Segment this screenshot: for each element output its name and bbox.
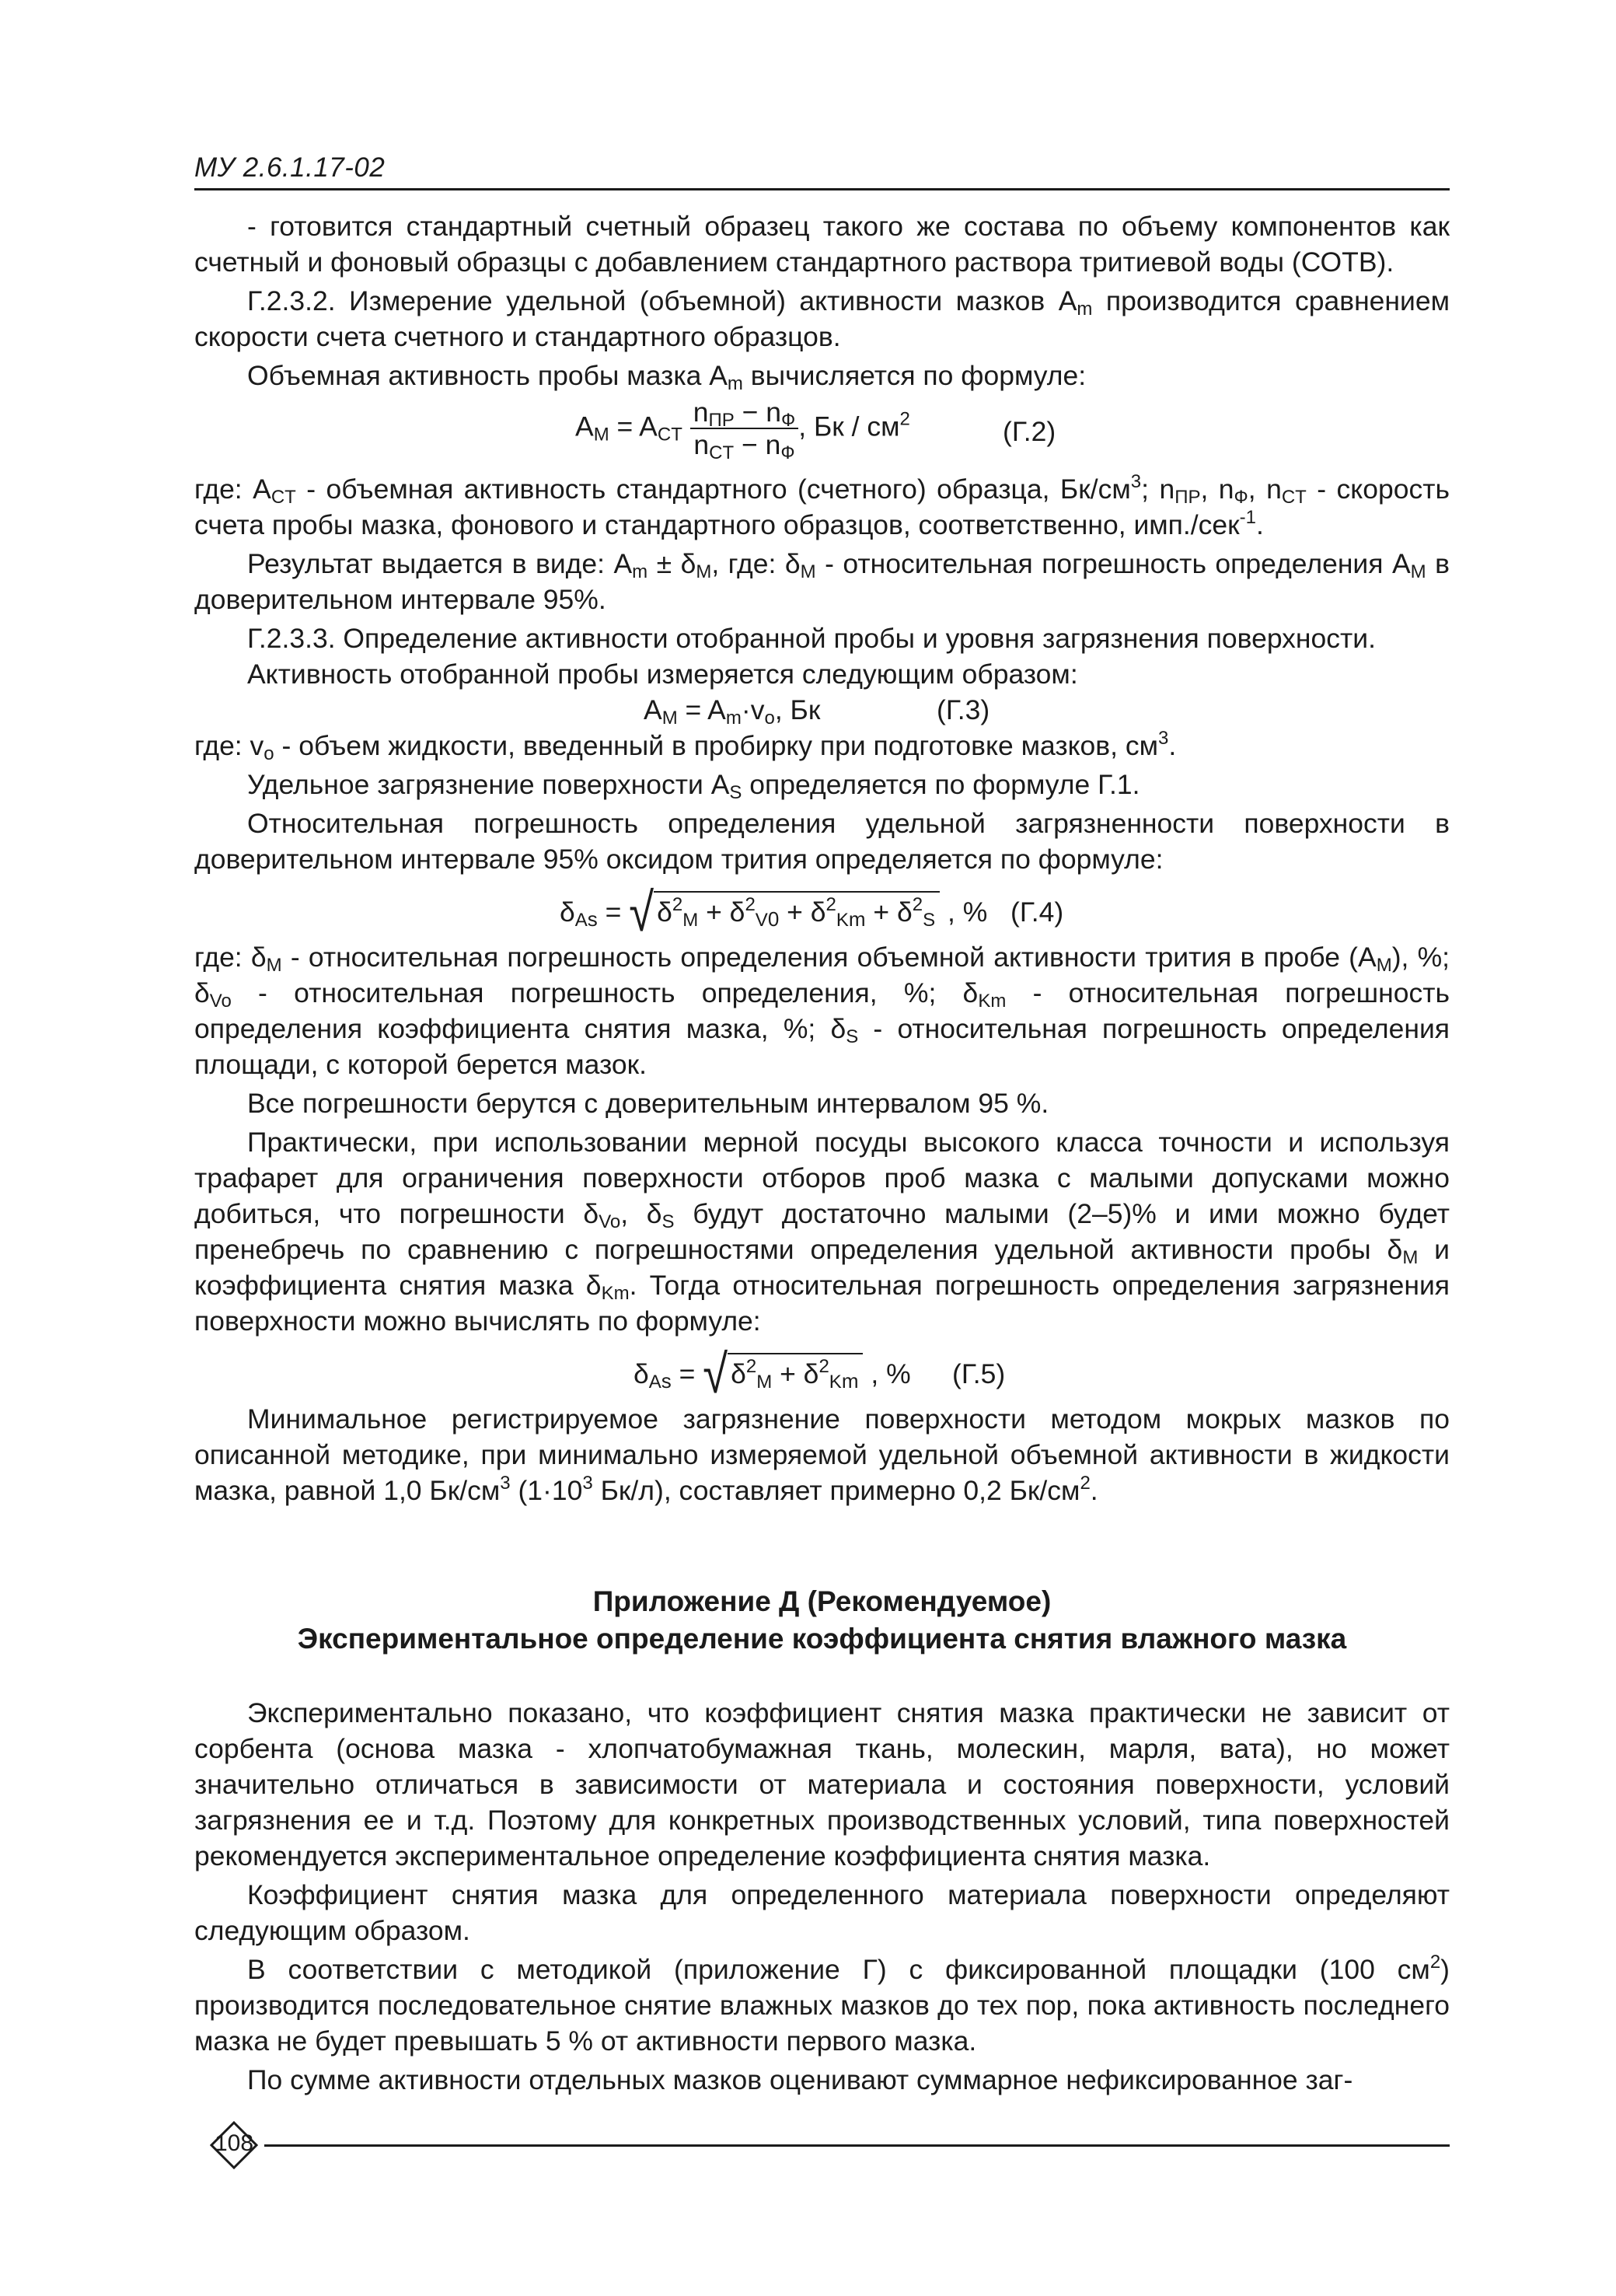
paragraph: Результат выдается в виде: $A_m \pm \delta_M$, где: $\delta_M$ - относительная погрешность определения $A_M$ в доверительном интервале 95%. [194,548,1450,615]
formula-g2 [194,393,1450,471]
paragraph: Практически, при использовании мерной посуды высокого класса точности и используя трафарет для ограничения поверхности отборов проб мазка с малыми допусками можно добиться, что погрешности $\delta_{Vo}$, $\delta_S$ будут достаточно малыми (2–5)% и ими можно будет пренебречь по сравнению с погрешностями определения удельной активности пробы $\delta_M$ и коэффициента снятия мазка $\delta_{Km}$. Тогда относительная погрешность определения загрязнения поверхности можно вычислять по формуле: [194,1127,1450,1337]
paragraph: Экспериментально показано, что коэффициент снятия мазка практически не зависит от сорбента (основа мазка - хлопчатобумажная ткань, молескин, марля, вата), но может значительно отличаться в зависимости от материала и состояния поверхности, условий загрязнения ее и т.д. Поэтому для конкретных производственных условий, типа поверхностей рекомендуется экспериментальное определение коэффициента снятия мазка. [194,1697,1450,1871]
paragraph: Активность отобранной пробы измеряется следующим образом: [247,659,1078,690]
appendix-title [194,1583,1450,1658]
page-number: 108 [214,2130,254,2156]
paragraph: где: $A_{CT}$ - объемная активность стандартного (счетного) образца, $Бк/см^3$; $n_{ПР}$, $n_Ф$, $n_{CT}$ - скорость счета пробы мазка, фонового и стандартного образцов, соответственно, имп./сек$^{-1}$. [194,471,1450,540]
formula-g5 [194,1339,1450,1405]
formula-expression: $A_M = A_m\cdot v_o$, Бк [644,694,821,729]
square-root: √ $\delta^2_M + \delta^2_{Km}$ [703,1353,863,1393]
formula-expression: $\delta_{As}$ = √ $\delta^2_M + \delta^2_{V0} + \delta^2_{Km} + \delta^2_S$ , % [560,882,988,943]
paragraph: Минимальное регистрируемое загрязнение поверхности методом мокрых мазков по описанной методике, при минимально измеряемой удельной объемной активности в жидкости мазка, равной 1,0 $Бк/см^3$ ($1\cdot 10^3$ Бк/л), составляет примерно 0,2 $Бк/см^2$. [194,1403,1450,1506]
page-body [194,208,1450,2098]
paragraph: Объемная активность пробы мазка $A_m$ вычисляется по формуле: [247,360,1087,394]
paragraph: - готовится стандартный счетный образец такого же состава по объему компонентов как счетный и фоновый образцы с добавлением стандартного раствора тритиевой воды (СОТВ). [194,211,1450,278]
paragraph: В соответствии с методикой (приложение Г) с фиксированной площадки (100 $см^2$) производится последовательное снятие влажных мазков до тех пор, пока активность последнего мазка не будет превышать 5 % от активности первого мазка. [194,1952,1450,2057]
formula-number: (Г.5) [952,1358,1006,1389]
document-code: МУ 2.6.1.17-02 [194,152,386,183]
paragraph: где: $v_o$ - объем жидкости, введенный в пробирку при подготовке мазков, $см^3$. [194,728,1177,764]
paragraph: где: $\delta_M$ - относительная погрешность определения объемной активности трития в пробе $(A_M)$, %; $\delta_{Vo}$ - относительная погрешность определения, %; $\delta_{Km}$ - относительная погрешность определения коэффициента снятия мазка, %; $\delta_S$ - относительная погрешность определения площади, с которой берется мазок. [194,942,1450,1080]
paragraph: Г.2.3.2. Измерение удельной (объемной) активности мазков $A_m$ производится сравнением скорости счета счетного и стандартного образцов. [194,285,1450,352]
paragraph: Все погрешности берутся с доверительным интервалом 95 %. [247,1088,1049,1119]
formula-g4 [194,877,1450,943]
formula-expression: $A_M = A_{CT}$ $\frac{n_{ПР} - n_Ф}{n_{CT} - n_Ф}$ , Бк / $см^2$ [575,397,910,463]
formula-number: (Г.2) [1003,416,1056,447]
paragraph: Коэффициент снятия мазка для определенного материала поверхности определяют следующим образом. [194,1879,1450,1946]
footer-rule [264,2144,1450,2147]
paragraph: По сумме активности отдельных мазков оценивают суммарное нефиксированное заг- [247,2064,1353,2095]
formula-number: (Г.4) [1010,896,1064,928]
fraction: $\frac{n_{ПР} - n_Ф}{n_{CT} - n_Ф}$ [690,397,798,460]
page-header [194,152,1450,190]
paragraph: Г.2.3.3. Определение активности отобранной пробы и уровня загрязнения поверхности. [247,623,1376,654]
square-root: √ $\delta^2_M + \delta^2_{V0} + \delta^2_{Km} + \delta^2_S$ [629,891,940,931]
appendix-title-line1: Приложение Д (Рекомендуемое) [592,1585,1052,1617]
formula-number: (Г.3) [937,694,990,725]
formula-expression: $\delta_{As}$ = √ $\delta^2_M + \delta^2_{Km}$ , % [633,1344,911,1405]
page-footer [210,2121,1450,2168]
appendix-title-line2: Экспериментальное определение коэффициента снятия влажного мазка [297,1623,1347,1655]
paragraph: Удельное загрязнение поверхности $A_S$ определяется по формуле Г.1. [247,769,1140,803]
formula-g3 [194,692,1450,728]
paragraph: Относительная погрешность определения удельной загрязненности поверхности в доверительном интервале 95% оксидом трития определяется по формуле: [194,808,1450,875]
